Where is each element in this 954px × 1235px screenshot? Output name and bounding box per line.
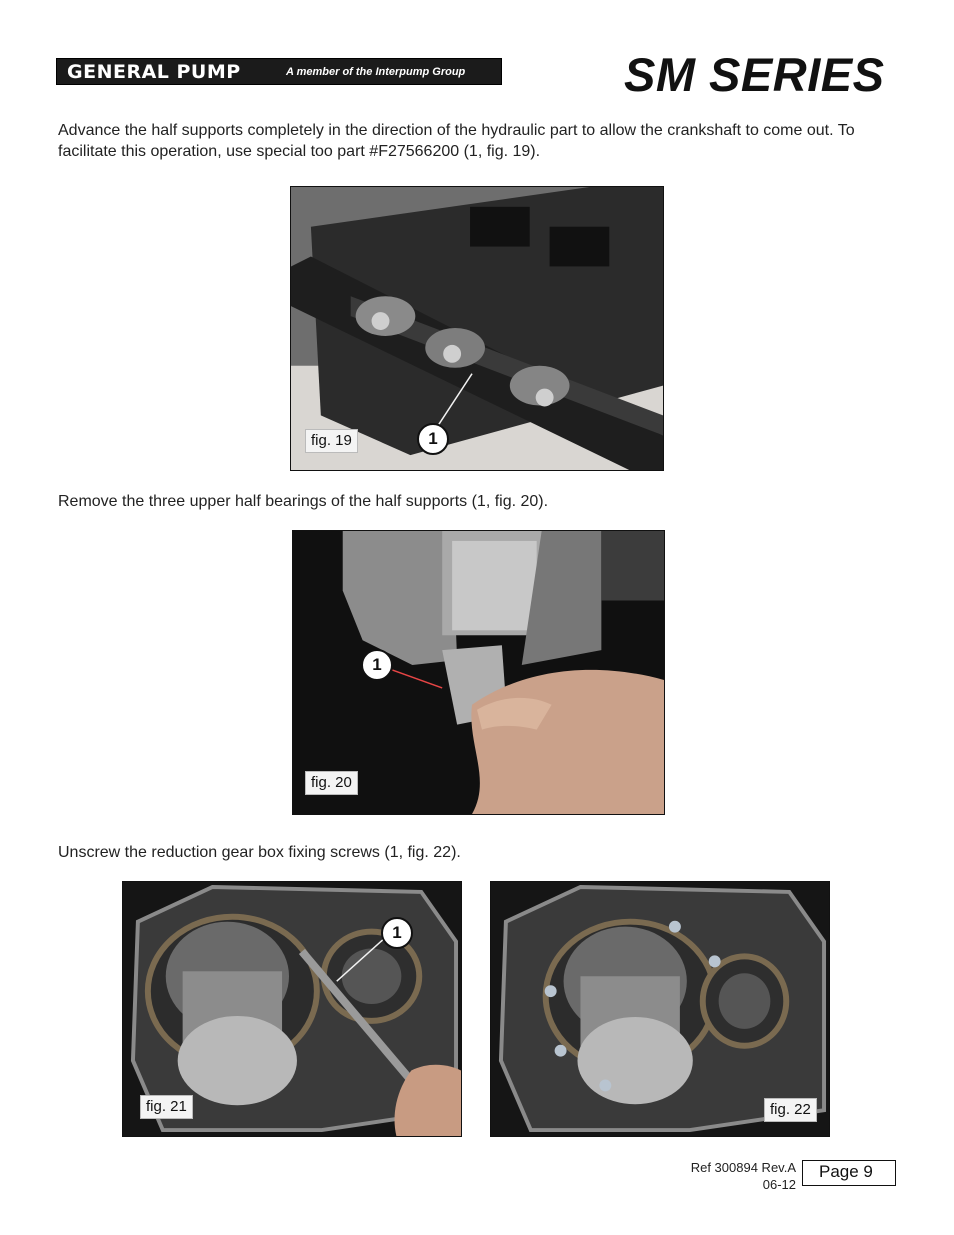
brand-bar [56,58,502,85]
page-number: Page 9 [802,1160,896,1186]
figure-22-photo [490,881,830,1137]
brand-name: GENERAL PUMP [67,61,241,83]
figure-19-photo [290,186,664,471]
brand-tagline: A member of the Interpump Group [286,66,466,78]
figure-20-label: fig. 20 [305,771,358,795]
paragraph-advance-supports: Advance the half supports completely in the direction of the hydraulic part to allow the crankshaft to come out. To facilitate this operation, use special too part #F27566200 (1, fig. 19). [58,122,855,160]
paragraph-unscrew-screws: Unscrew the reduction gear box fixing screws (1, fig. 22). [58,844,461,861]
reference-number: Ref 300894 Rev.A [690,1160,796,1175]
figure-21-photo [122,881,462,1137]
figure-21-label: fig. 21 [140,1095,193,1119]
series-title: SM SERIES [624,48,885,101]
figure-19-label: fig. 19 [305,429,358,453]
figure-19-callout: 1 [417,423,449,455]
figure-21-callout: 1 [381,917,413,949]
revision-date: 06-12 [762,1177,796,1192]
figure-20-photo [292,530,665,815]
document-reference [691,1159,796,1193]
pump-housing-illustration [291,187,663,470]
figure-22-label: fig. 22 [764,1098,817,1122]
figure-20-callout: 1 [361,649,393,681]
paragraph-remove-bearings: Remove the three upper half bearings of the half supports (1, fig. 20). [58,493,549,510]
